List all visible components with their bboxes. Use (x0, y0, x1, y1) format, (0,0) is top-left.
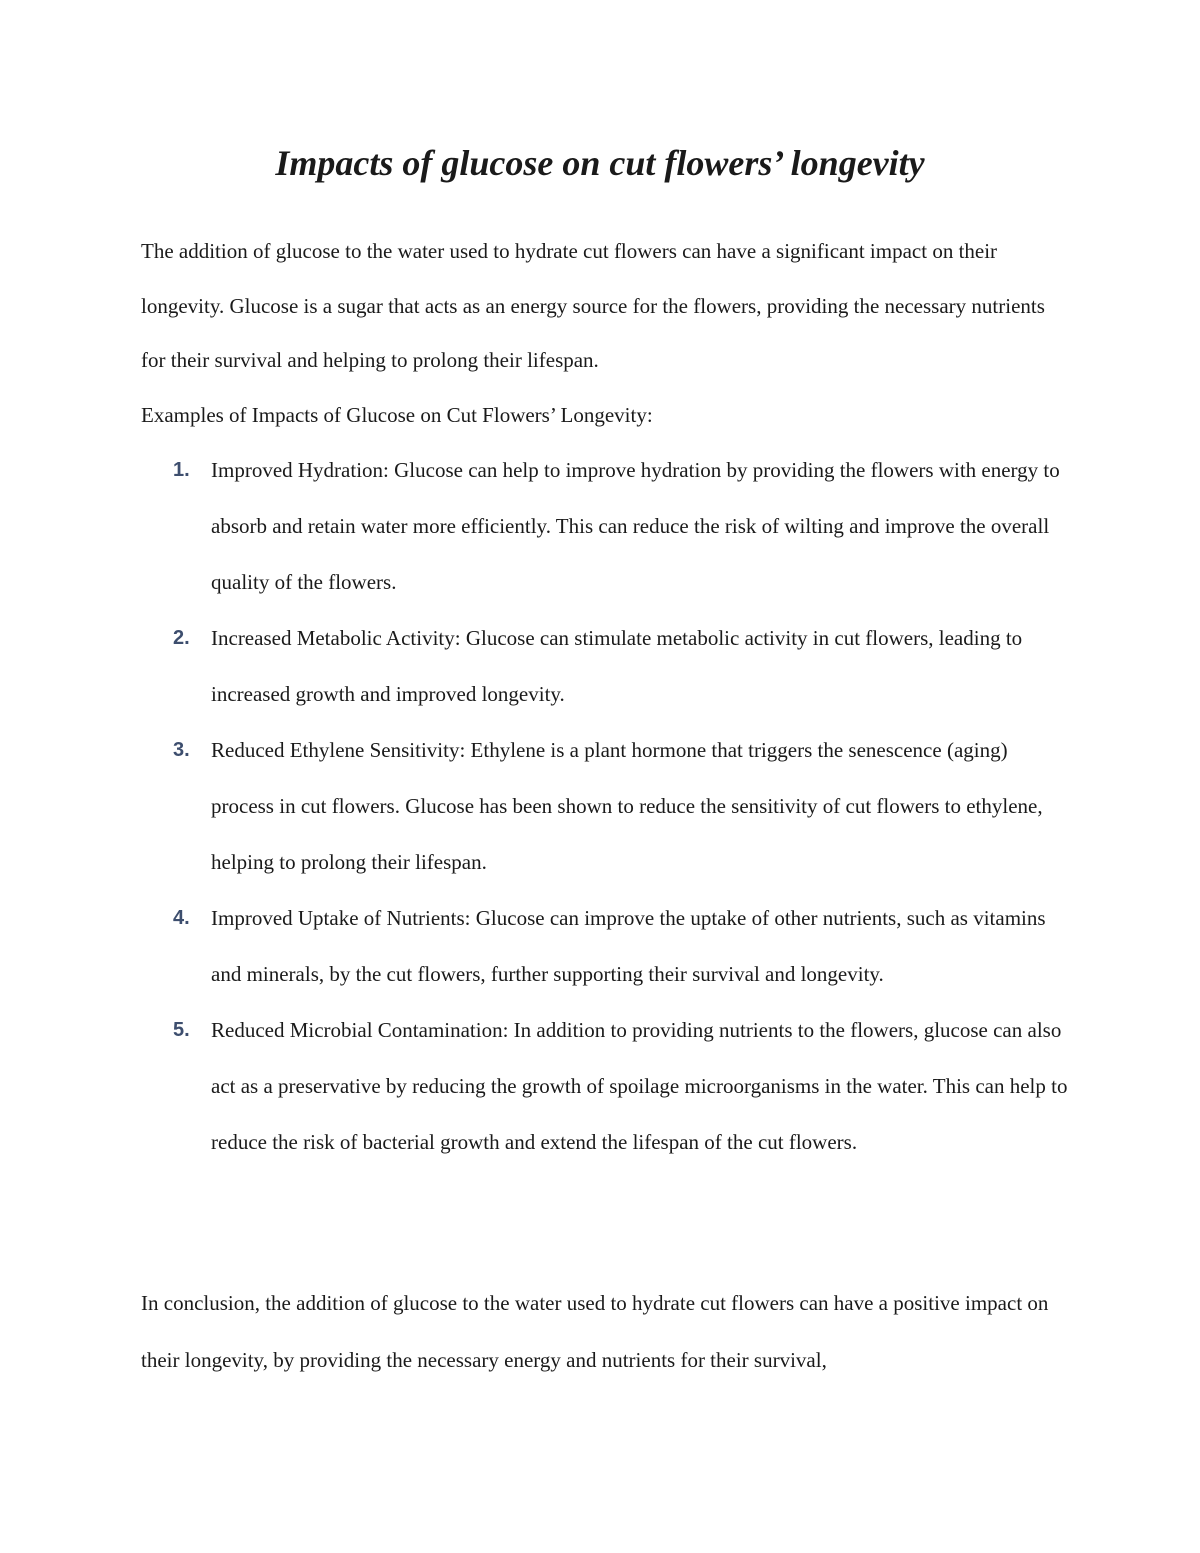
list-item-text: Reduced Microbial Contamination: In addition to providing nutrients to the flowers, glucose can also act as a preservative by reducing the growth of spoilage microorganisms in the water. This can help to reduce the risk of bacterial growth and extend the lifespan of the cut flowers. (211, 1018, 1068, 1154)
conclusion-paragraph: In conclusion, the addition of glucose to the water used to hydrate cut flowers can have a positive impact on their longevity, by providing the necessary energy and nutrients for their survival, (141, 1291, 1049, 1372)
list-item-text: Improved Uptake of Nutrients: Glucose can improve the uptake of other nutrients, such as vitamins and minerals, by the cut flowers, further supporting their survival and longevity. (211, 906, 1046, 986)
list-item (141, 610, 1071, 722)
list-item-text: Reduced Ethylene Sensitivity: Ethylene is a plant hormone that triggers the senescence (aging) process in cut flowers. Glucose has been shown to reduce the sensitivity of cut flowers to ethylene, helping to prolong their lifespan. (211, 738, 1043, 874)
list-item-number: 2. (173, 627, 190, 649)
list-item-number: 5. (173, 1019, 190, 1041)
list-item (141, 722, 1071, 890)
list-item (141, 890, 1071, 1002)
list-item-number: 3. (173, 739, 190, 761)
document-title: Impacts of glucose on cut flowers’ longevity (275, 143, 925, 183)
examples-heading: Examples of Impacts of Glucose on Cut Flowers’ Longevity: (141, 403, 653, 427)
examples-list (141, 442, 1071, 1170)
intro-paragraph: The addition of glucose to the water used to hydrate cut flowers can have a significant impact on their longevity. Glucose is a sugar that acts as an energy source for the flowers, providing the necessary nutrients for their survival and helping to prolong their lifespan. (141, 239, 1045, 372)
list-item-number: 4. (173, 907, 190, 929)
list-item-number: 1. (173, 459, 190, 481)
list-item (141, 442, 1071, 610)
list-item-text: Improved Hydration: Glucose can help to improve hydration by providing the flowers with energy to absorb and retain water more efficiently. This can reduce the risk of wilting and improve the overall quality of the flowers. (211, 458, 1060, 594)
list-item (141, 1002, 1071, 1170)
list-item-text: Increased Metabolic Activity: Glucose can stimulate metabolic activity in cut flowers, leading to increased growth and improved longevity. (211, 626, 1023, 706)
